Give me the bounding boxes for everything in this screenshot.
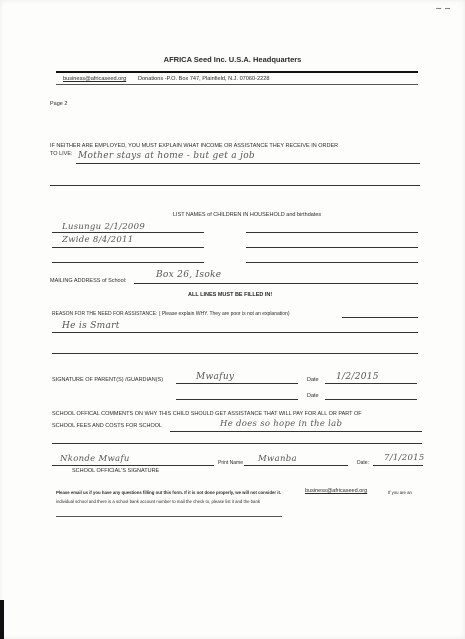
- header-rule: [56, 71, 418, 73]
- parent-date-line: [325, 383, 417, 384]
- reason-answer: He is Smart: [62, 321, 120, 331]
- footer-email[interactable]: business@africaseed.org: [305, 488, 368, 494]
- org-title: AFRICA Seed Inc. U.S.A. Headquarters: [163, 55, 302, 64]
- income-line-1: [76, 163, 420, 164]
- official-signature-line: [52, 465, 214, 466]
- mailing-value: Box 26, Isoke: [156, 270, 222, 280]
- reason-line-2: [52, 353, 418, 354]
- parent-signature: Mwafuy: [196, 372, 235, 382]
- footer-notice-suffix: If you are an: [388, 490, 412, 495]
- print-name-value: Mwanba: [258, 454, 297, 464]
- parent-date2-line: [325, 399, 417, 400]
- official-comments-line1: SCHOOL OFFICAL COMMENTS ON WHY THIS CHILD SHOULD GET ASSISTANCE THAT WILL PAY FOR ALL OR PART OF: [52, 411, 362, 417]
- child-entry-1: Lusungu 2/1/2009: [62, 222, 146, 232]
- footer-notice: Please email us if you have any questions filling out this form. If it is not done properly, we will not consider it.: [56, 490, 282, 495]
- to-live-label: TO LIVE:: [50, 151, 73, 157]
- footer-line2: individual school and there is a school bank account number to mail the check to, please list it and the bank: [56, 499, 260, 504]
- income-answer: Mother stays at home - but get a job: [78, 151, 255, 161]
- official-date-line: [373, 465, 423, 466]
- header-email[interactable]: business@africaseed.org: [63, 76, 127, 82]
- child-entry-2: Zwide 8/4/2011: [62, 235, 134, 245]
- parent-signature-label: SIGNATURE OF PARENT(S) /GUARDIAN(S): [52, 377, 164, 383]
- header-donations: Donations -P.O. Box 747, Plainfield, N.J. 07060-2228: [138, 76, 270, 82]
- official-comments-line-b: [52, 443, 422, 444]
- official-date: 7/1/2015: [384, 453, 425, 463]
- official-comments-line2: SCHOOL FEES AND COSTS FOR SCHOOL: [52, 423, 163, 429]
- print-name-label: Print Name: [218, 460, 244, 466]
- child-line-right-1: [246, 232, 418, 233]
- child-line-left-2: [52, 247, 204, 248]
- parent-signature-line: [176, 383, 298, 384]
- mailing-line: [134, 283, 418, 284]
- children-label: LIST NAMES of CHILDREN IN HOUSEHOLD and birthdates: [173, 212, 322, 218]
- mailing-label: MAILING ADDRESS of School:: [50, 278, 127, 284]
- child-line-left-1: [52, 232, 204, 233]
- child-line-right-2: [246, 247, 418, 248]
- header-rule-bottom: [56, 84, 418, 85]
- print-name-line: [244, 465, 348, 466]
- parent-signature-line-2: [176, 399, 298, 400]
- parent-date: 1/2/2015: [336, 372, 379, 382]
- reason-label: REASON FOR THE NEED FOR ASSISTANCE: ( Please explain WHY. They are poor is not an explanation): [52, 311, 290, 317]
- official-date-label: Date:: [357, 460, 369, 466]
- child-line-right-3: [246, 262, 418, 263]
- income-line-2: [50, 185, 420, 186]
- scan-shadow: [0, 600, 4, 639]
- parent-date-label: Date: [307, 377, 319, 383]
- official-signature-label: SCHOOL OFFICIAL'S SIGNATURE: [72, 468, 160, 474]
- page-label: Page 2: [50, 101, 68, 107]
- official-comments-line-a: [170, 431, 422, 432]
- income-question: IF NEITHER ARE EMPLOYED, YOU MUST EXPLAIN WHAT INCOME OR ASSISTANCE THEY RECEIVE IN ORDER: [50, 143, 339, 149]
- reason-line-1: [52, 332, 418, 333]
- scan-mark: ∼ ∼: [435, 4, 451, 13]
- official-comments-answer: He does so hope in the lab: [220, 419, 343, 429]
- child-line-left-3: [52, 262, 204, 263]
- parent-date2-label: Date: [307, 393, 319, 399]
- official-signature: Nkonde Mwafu: [60, 454, 130, 464]
- all-lines-notice: ALL LINES MUST BE FILLED IN!: [188, 292, 273, 298]
- reason-line-0: [342, 317, 418, 318]
- footer-line: [56, 516, 282, 517]
